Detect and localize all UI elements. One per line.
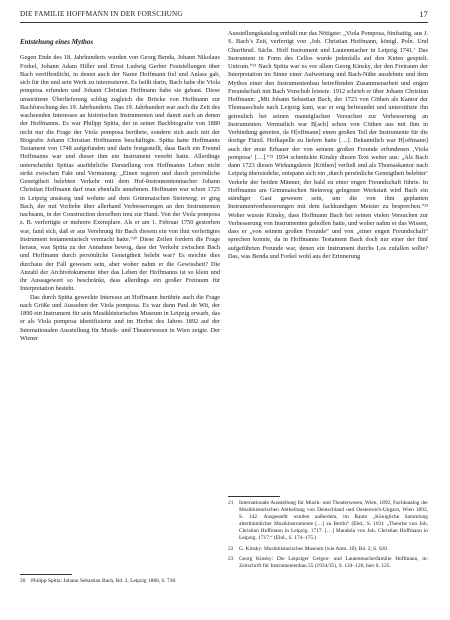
- section-heading: Entstehung eines Mythos: [20, 38, 94, 46]
- header-rule: [20, 22, 428, 23]
- running-head-title: DIE FAMILIE HOFFMANN IN DER FORSCHUNG: [20, 10, 183, 18]
- footnote-number: 21: [228, 500, 234, 506]
- footnote: [228, 556, 428, 570]
- footnote-rule: [228, 496, 280, 497]
- footnote-number: 20: [20, 578, 26, 584]
- footnote-text: Internationale Ausstellung für Musik- und Theaterwesen, Wien, 1892, Fachkatalog der Musikhistorischen Abtheilung von Deutschland und Oesterreich-Ungarn, Wien 1892, S. 142. Ausgestellt wurden außerdem, im Raum „Königliche Sammlung alterthümlicher Musikinstrumente […] zu Berlin“ (Ebd., S. 163): „Theorbe von Joh. Christian Hoffmann in Leipzig. 1717. […] Mandola von Joh. Christian Hoffmann in Leipzig. 1717.“ (Ebd., S. 174–175.): [239, 500, 428, 542]
- paragraph: Gegen Ende des 18. Jahrhunderts wurden von Georg Benda, Johann Nikolaus Forkel, Johann Adam Hiller und Ernst Ludwig Gerber Feststellungen über Bach veröffentlicht, in denen auch der Name Hoffmann fiel und Anlass gab, sich für ihn und sein Werk zu interessieren. Es heißt darin, Bach habe die Viola pomposa erfunden und Johann Christian Hoffmann habe sie gebaut. Diese umstrittene Überlieferung schlug zugleich die Brücke von Hoffmann zur Bachforschung des 19. Jahrhunderts. Das 19. Jahrhundert war auch die Zeit des wachsenden Interesses an historischen Instrumenten und damit auch an denen der Hoffmanns. Es war Philipp Spitta, der in seiner Bachbiografie von 1880 nicht nur die Frage der Viola pomposa berührte, sondern sich auch mit der Biografie Johann Christian Hoffmanns beschäftigte. Spitta hatte Hoffmanns Testament von 1748 aufgefunden und darin festgestellt, dass Bach ein Freund Hoffmanns war und dieser ihm ein Instrument vererbt hatte. Allerdings unterscheidet Spittas ausführliche Darstellung von Hoffmanns Leben nicht strikt zwischen Fakt und Vermutung: „Einen regeren und durch persönliche Geneigtheit belebten Verkehr mit dem Hof-Instrumentenmacher Johann Christian Hoffmann darf man ebenfalls annehmen. Hoffmann war schon 1725 in Leipzig ansässig und wohnte auf dem Grimmaischen Steinweg; er ging Bach, der mit Vorliebe über allerhand Verbesserungen an den Instrumenten nachsann, in der Construction derselben treu zur Hand. Von der Viola pomposa z. B. verfertigte er mehrere Exemplare. Als er am 1. Februar 1750 gestorben war, fand sich, daß er aus Verehrung für Bach diesem ein von ihm verfertigtes Instrument testamentarisch vermacht hatte.“²⁰ Diese Zeilen fordern die Frage heraus, was Spitta zu der Annahme bewog, dass der Verkehr zwischen Bach und Hoffmann durch persönliche Geneigtheit belebt war? Es mochte dies durchaus der Fall gewesen sein, aber woher nahm er die Gewissheit? Die Anzahl der Archivdokumente über das Leben der Hoffmanns ist so klein und ihr Aussagewert so beschränkt, dass allerdings ein großer Freiraum für Interpretation besteht.: [20, 54, 220, 293]
- running-head: [20, 8, 428, 22]
- paragraph: Das durch Spitta geweckte Interesse an Hoffmann berührte auch die Frage nach Größe und Aussehen der Viola pomposa. Es war dann Paul de Wit, der 1890 ein Instrument für sein Musikhistorisches Museum in Leipzig erwarb, das er als Viola pomposa identifizierte und im Herbst des Jahres 1892 auf der Internationalen Ausstellung für Musik- und Theaterwesen in Wien zeigte. Der Wiener: [20, 293, 220, 342]
- footnote-number: 23: [228, 555, 234, 562]
- footnotes-right: [228, 496, 428, 573]
- footnote: [228, 500, 428, 543]
- footnotes-left: [20, 574, 220, 588]
- paragraph: Ausstellungskatalog enthält nur das Nötigste: „Viola Pomposa, fünfsaitig, aus J. S. Bach’s Zeit, verfertigt von ‚Joh. Christian Hoffmann, königl. Poln. Und Churfürstl. Sächs. Hoff Instrument und Lautenmacher in Leipzig 1741.‘ Das Instrument in Form des Cellos wurde jedenfalls auf den Knien gespielt. Unicum.“²¹ Nach Spitta war es vor allem Georg Kinsky, der den Freiraum der Interpretation im Sinne einer Aufwertung und Bach-Nähe ausdehnte und dem Mythos einer den Instrumentenbau betreffenden Zusammenarbeit und engen Freundschaft mit Bach Vorschub leistete. 1912 schrieb er über Johann Christian Hoffmann: „Mit Johann Sebastian Bach, der 1723 von Cöthen als Kantor der Thomasschule nach Leipzig kam, war er eng befreundet und unterstützte ihn getreulich bei seinen mannigfachen Versuchen zur Verbesserung an Instrumenten. Vermutlich war B[ach] schon von Cöthen aus mit ihm in Verbindung getreten, da H[offmann] einen großen Teil der Instrumente für die dortige Fürstl. Hofkapelle zu liefern hatte […]. Bekanntlich war H[offmann] auch der erste Erbauer der von seinem großen Freunde erfundenen ‚Viola pomposa‘ […].“²² 1934 schmückte Kinsky diesen Text weiter aus: „Als Bach dann 1723 diesen Wirkungskreis [Köthen] verließ und als Thomaskantor nach Leipzig übersiedelte, entspann sich ein ‚durch persönliche Geneigtheit belebter‘ Verkehr der beiden Männer, der bald zu einer engen Freundschaft führte. In Hoffmanns am Grimmaischen Steinweg gelegener Werkstatt wird Bach ein ständiger Gast gewesen sein, um die von ihm geplanten Instrumentverbesserungen mit dem fachkundigen Meister zu besprechen.“²³ Woher wusste Kinsky, dass Hoffmann Bach bei seinen vielen Versuchen zur Verbesserung von Instrumenten geholfen hatte, und woher nahm er das Wissen, dass er „von seinem großen Freunde“ und von „einer engen Freundschaft“ sprechen konnte, da in Hoffmanns Testament Bach doch nur einer der fünf aufgeführten Freunde war, denen ein Instrument durchs Los zufallen sollte? Das, was Benda und Forkel wohl aus der Erinnerung: [228, 30, 428, 260]
- right-column: [228, 30, 428, 261]
- footnote-text: Georg Kinsky: Die Leipziger Geigen- und Lautenmacherfamilie Hoffmann, in: Zeitschrift für Instrumentenbau 55 (1934/35), S. 124–126, hier S. 125.: [239, 555, 428, 569]
- footnote-rule: [20, 574, 72, 575]
- left-column: [20, 30, 220, 343]
- footnote: [228, 546, 428, 553]
- footnote-text: Philipp Spitta: Johann Sebastian Bach, Bd. 2, Leipzig 1880, S. 730.: [31, 578, 177, 584]
- footnote-number: 22: [228, 545, 234, 552]
- footnote: [20, 578, 220, 585]
- page-number: 17: [419, 9, 428, 19]
- footnote-text: G. Kinsky: Musikhistorisches Museum (wie Anm. 10), Bd. 2, S. 620.: [239, 545, 389, 552]
